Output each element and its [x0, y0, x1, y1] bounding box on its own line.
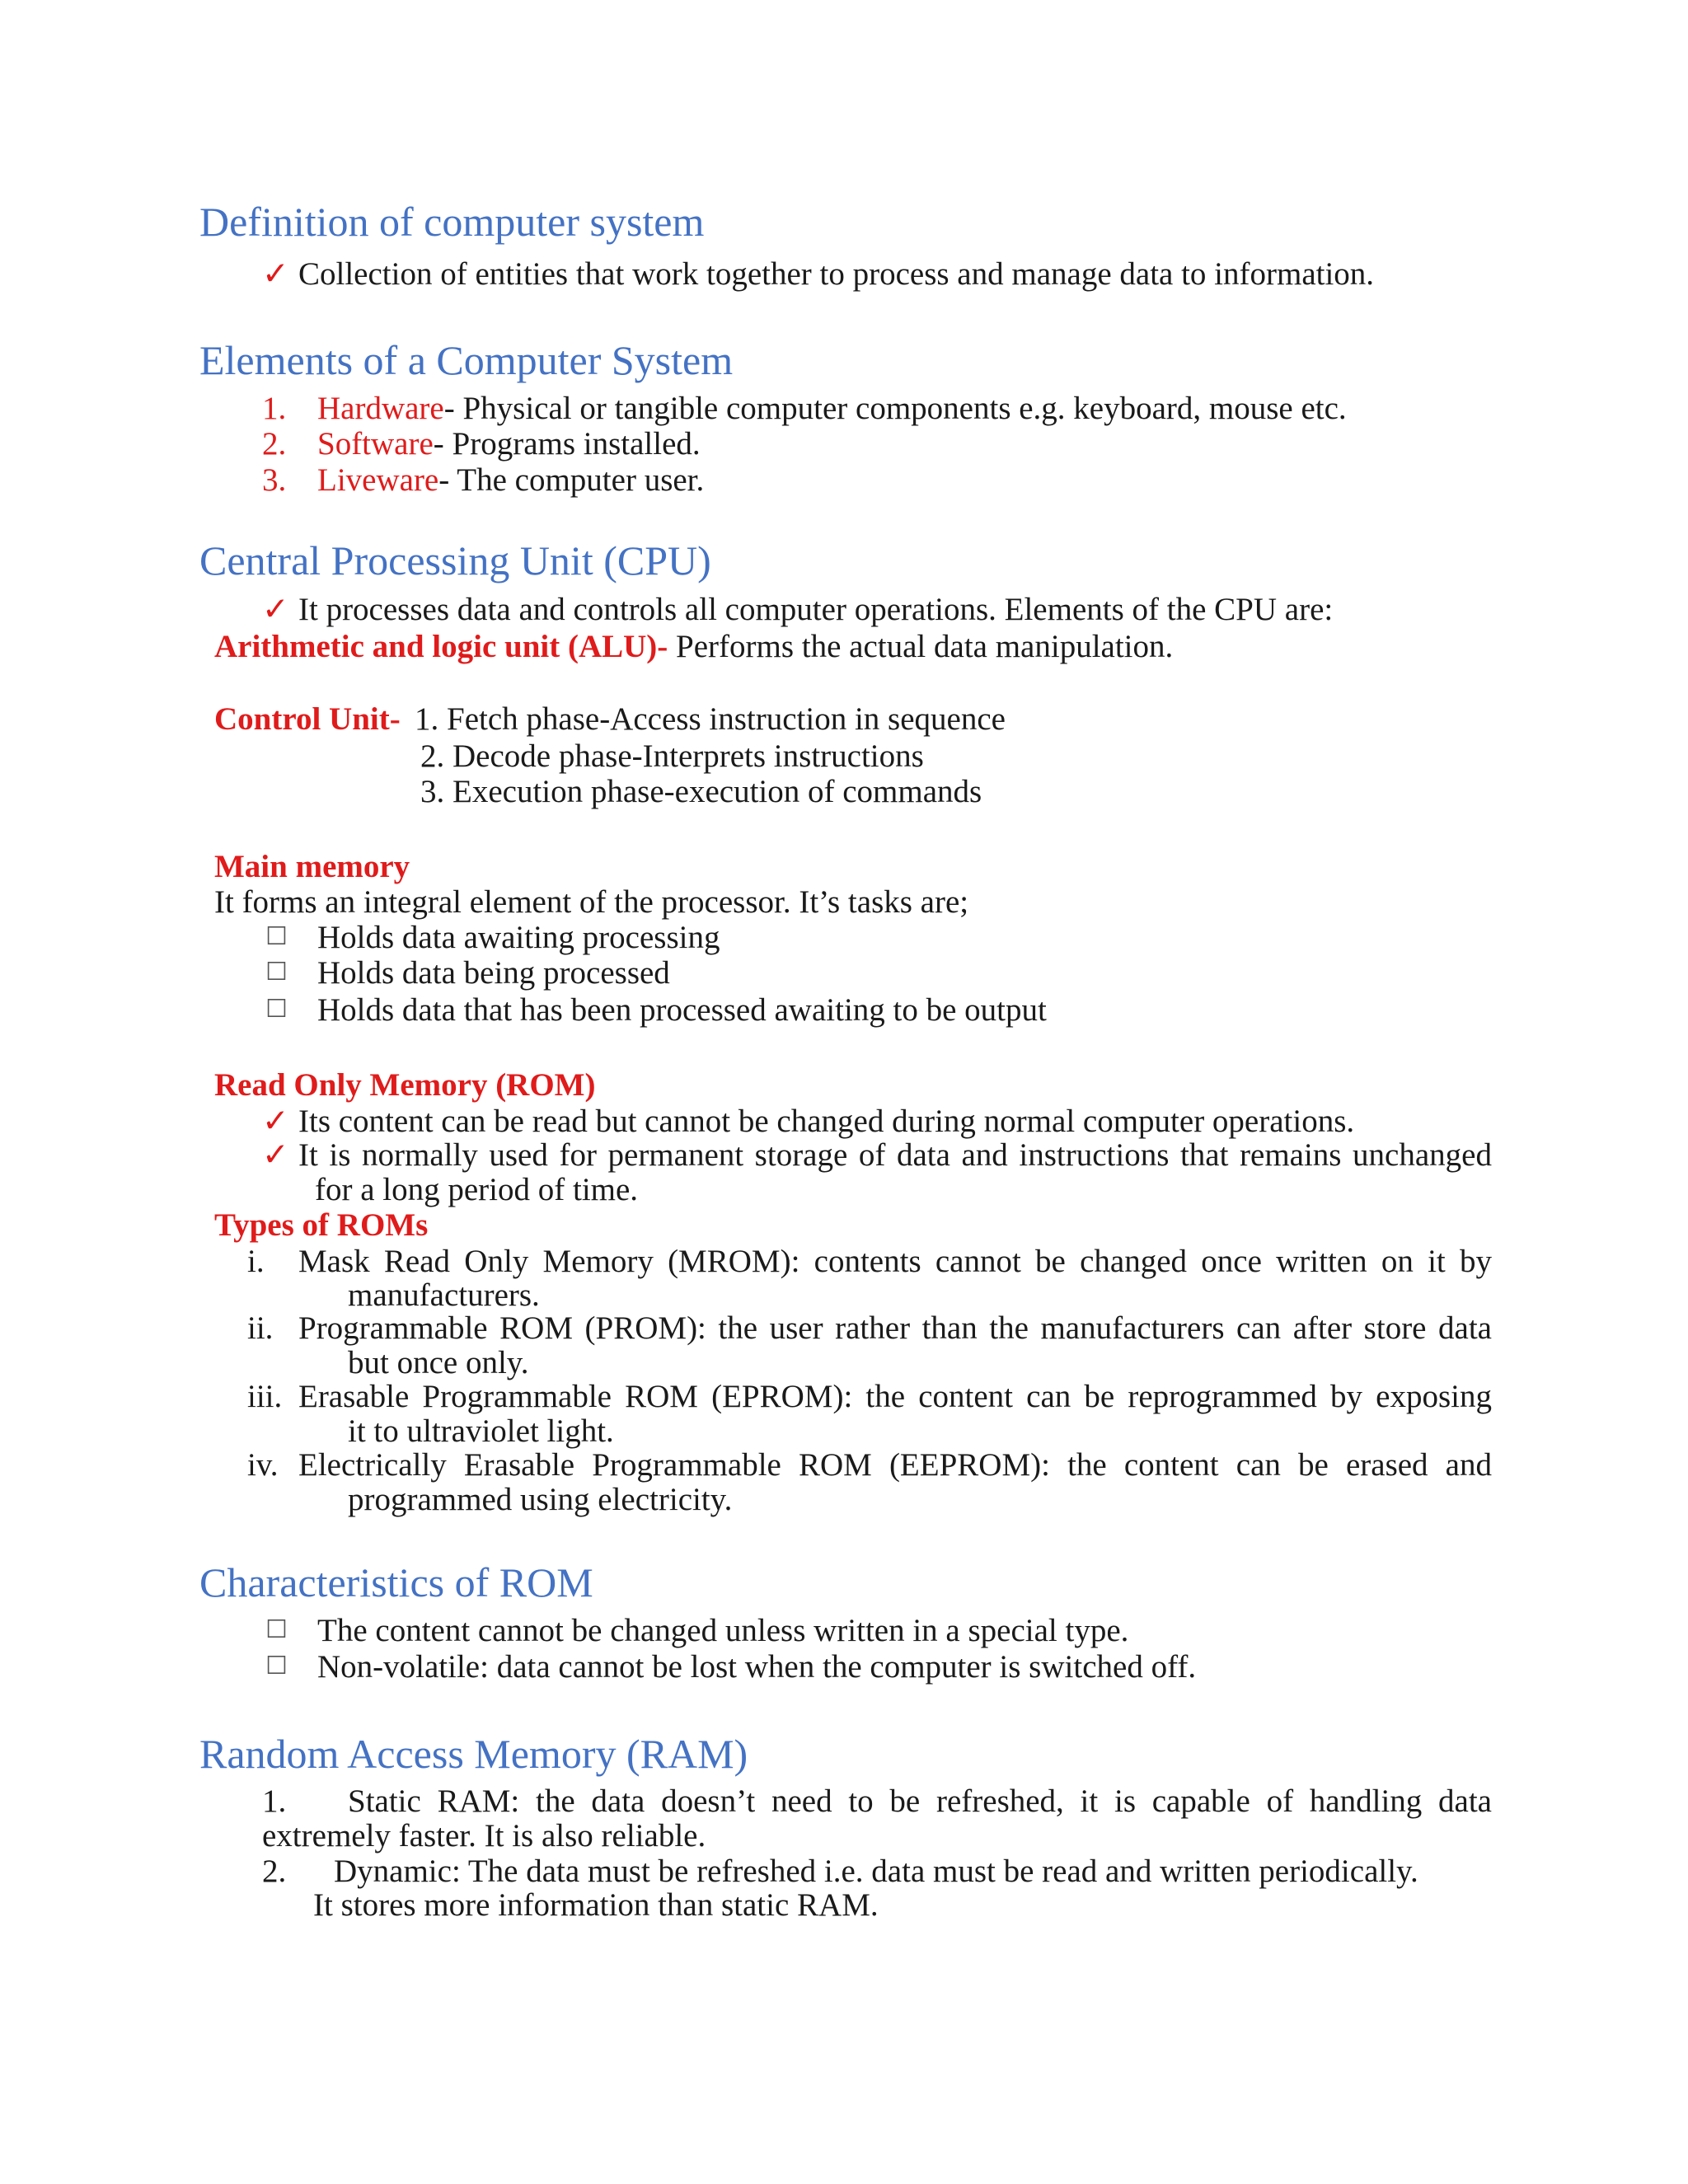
list-item-liveware: [317, 464, 704, 496]
alu-text: Performs the actual data manipulation.: [668, 629, 1174, 664]
term-desc: - The computer user.: [438, 462, 705, 498]
term-hardware: Hardware: [317, 391, 444, 426]
check-icon: ✓: [262, 256, 289, 292]
section-heading-definition: Definition of computer system: [199, 199, 705, 245]
ram-item-static: Static RAM: the data doesn’t need to be refreshed, it is capable of handling data: [348, 1783, 1492, 1819]
ram-item-static-cont: extremely faster. It is also reliable.: [262, 1818, 706, 1854]
list-number: 2.: [262, 1854, 287, 1889]
section-heading-elements: Elements of a Computer System: [199, 337, 734, 383]
types-of-roms-label: Types of ROMs: [214, 1207, 429, 1243]
list-item: Holds data awaiting processing: [317, 920, 720, 955]
list-item-hardware: [317, 392, 1347, 424]
check-icon: ✓: [262, 1104, 289, 1139]
check-icon: ✓: [262, 592, 289, 627]
rom-bullet-1: Its content can be read but cannot be changed during normal computer operations.: [298, 1104, 1355, 1139]
section-heading-rom-characteristics: Characteristics of ROM: [199, 1559, 593, 1605]
roman-number: ii.: [247, 1310, 274, 1346]
rom-type-item: Electrically Erasable Programmable ROM (EEPROM): the content can be erased and: [298, 1447, 1492, 1483]
section-heading-cpu: Central Processing Unit (CPU): [199, 537, 711, 583]
term-liveware: Liveware: [317, 462, 439, 498]
ram-item-dynamic-cont: It stores more information than static RAM.: [313, 1887, 879, 1923]
term-desc: - Physical or tangible computer components e.g. keyboard, mouse etc.: [443, 391, 1347, 426]
list-number: 3.: [262, 462, 287, 498]
list-item-software: [317, 428, 701, 460]
checkbox-icon: ☐: [265, 1652, 288, 1680]
list-item: The content cannot be changed unless written in a special type.: [317, 1613, 1129, 1648]
rom-bullet-2: It is normally used for permanent storage of data and instructions that remains unchanged: [298, 1137, 1492, 1173]
ram-item-dynamic: Dynamic: The data must be refreshed i.e. data must be read and written periodically.: [334, 1854, 1418, 1889]
list-number: 1.: [262, 391, 287, 426]
rom-type-item: Mask Read Only Memory (MROM): contents cannot be changed once written on it by: [298, 1244, 1492, 1279]
list-item: Holds data that has been processed awaiting to be output: [317, 992, 1047, 1028]
cu-step: 2. Decode phase-Interprets instructions: [420, 738, 924, 774]
checkbox-icon: ☐: [265, 958, 288, 987]
main-memory-intro: It forms an integral element of the processor. It’s tasks are;: [214, 884, 969, 920]
rom-bullet-2-cont: for a long period of time.: [315, 1172, 639, 1207]
rom-type-item: Erasable Programmable ROM (EPROM): the content can be reprogrammed by exposing: [298, 1379, 1492, 1414]
rom-type-item: Programmable ROM (PROM): the user rather than the manufacturers can after store data: [298, 1310, 1492, 1346]
section-heading-ram: Random Access Memory (RAM): [199, 1731, 748, 1777]
list-number: 1.: [262, 1783, 287, 1819]
checkbox-icon: ☐: [265, 922, 288, 951]
check-icon: ✓: [262, 1137, 289, 1173]
cu-step: 1. Fetch phase-Access instruction in sequence: [415, 701, 1006, 737]
list-item: Holds data being processed: [317, 955, 670, 991]
checkbox-icon: ☐: [265, 1615, 288, 1644]
rom-type-item-cont: programmed using electricity.: [348, 1482, 733, 1517]
alu-line: [214, 630, 1173, 663]
term-desc: - Programs installed.: [433, 426, 701, 462]
roman-number: i.: [247, 1244, 265, 1279]
cu-step: 3. Execution phase-execution of commands: [420, 774, 982, 809]
term-software: Software: [317, 426, 434, 462]
alu-label: Arithmetic and logic unit (ALU)-: [214, 629, 668, 664]
list-number: 2.: [262, 426, 287, 462]
rom-type-item-cont: but once only.: [348, 1345, 529, 1380]
list-item: Non-volatile: data cannot be lost when the computer is switched off.: [317, 1649, 1197, 1685]
main-memory-label: Main memory: [214, 849, 410, 884]
rom-label: Read Only Memory (ROM): [214, 1067, 596, 1103]
rom-type-item-cont: it to ultraviolet light.: [348, 1413, 614, 1449]
roman-number: iv.: [247, 1447, 279, 1483]
cpu-bullet: It processes data and controls all computer operations. Elements of the CPU are:: [298, 592, 1334, 627]
checkbox-icon: ☐: [265, 995, 288, 1024]
rom-type-item-cont: manufacturers.: [348, 1277, 540, 1313]
definition-bullet: Collection of entities that work together to process and manage data to information.: [298, 256, 1375, 292]
control-unit-label: Control Unit-: [214, 701, 401, 737]
roman-number: iii.: [247, 1379, 283, 1414]
